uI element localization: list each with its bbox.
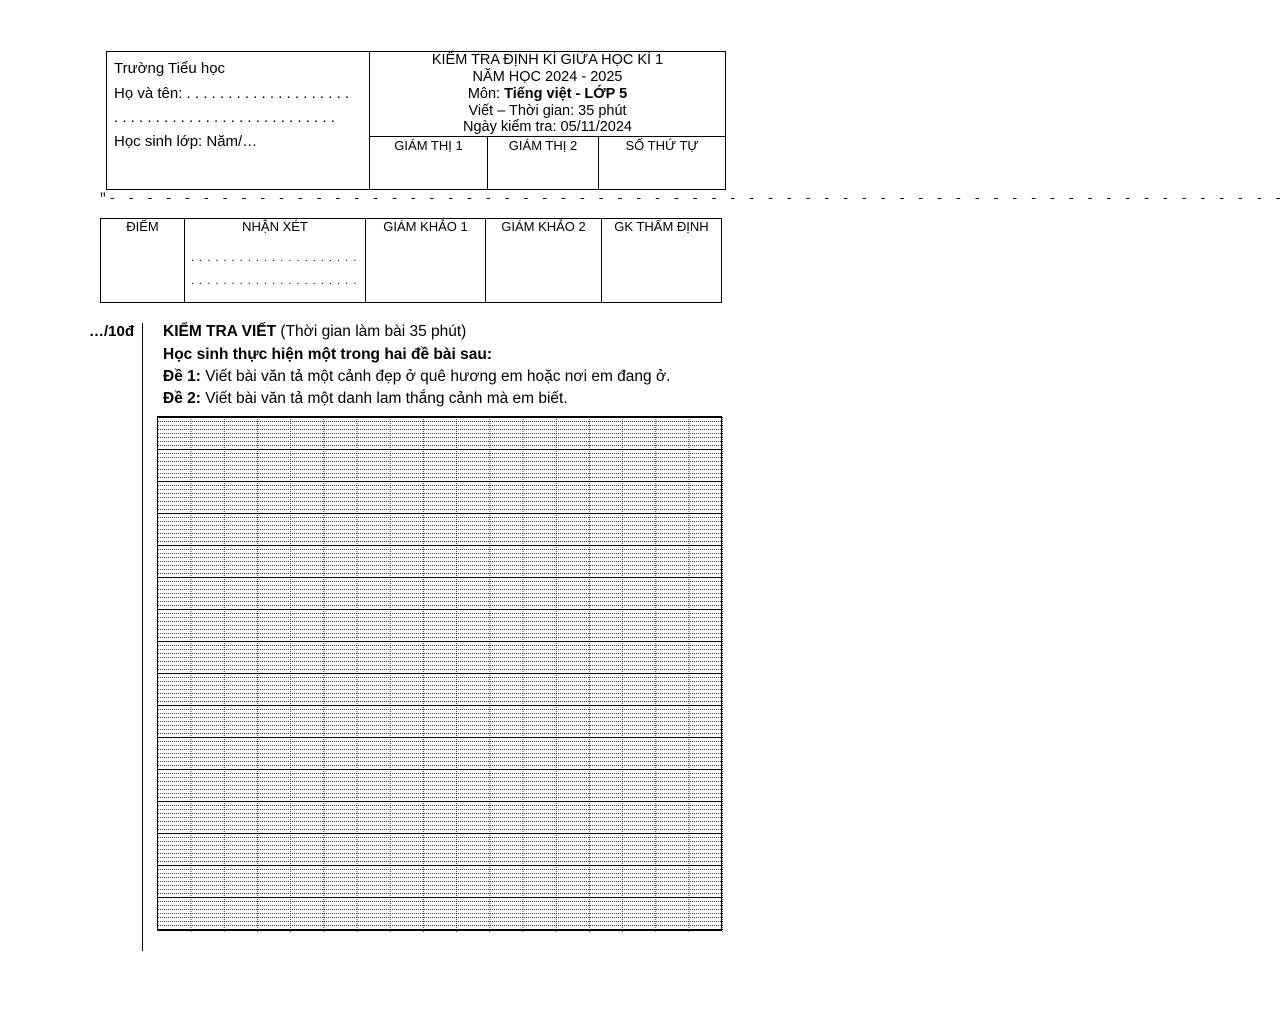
student-info-cell	[107, 52, 370, 189]
school-label: Trường Tiểu học	[114, 60, 226, 77]
writing-grid-lines	[158, 417, 723, 932]
examiner-2-header: GIÁM KHẢO 2	[501, 219, 586, 234]
topic-2-text: Viết bài văn tả một danh lam thắng cảnh mà em biết.	[200, 390, 568, 407]
examiner-1-header: GIÁM KHẢO 1	[383, 219, 468, 234]
subject-line	[370, 86, 725, 102]
comment-cell	[185, 219, 366, 302]
serial-number-cell: SỐ THỨ TỰ	[625, 138, 699, 153]
comment-header: NHẬN XÉT	[242, 219, 308, 234]
topic-1-label: Đề 1:	[163, 368, 201, 385]
topic-2	[163, 390, 568, 408]
cut-line: "- - - - - - - - - - - - - - - - - - - - - - - - - - - - - - - - - - - - - - - - - - - - - - - - - - - - - - - - - - - - - - -	[99, 191, 1284, 206]
exam-info-cell	[370, 52, 725, 189]
score-header: ĐIỂM	[126, 219, 159, 234]
proctor-1-cell: GIÁM THỊ 1	[370, 137, 488, 190]
section-heading	[163, 323, 466, 341]
topic-2-label: Đề 2:	[163, 390, 201, 407]
proctor-2-cell: GIÁM THỊ 2	[488, 137, 599, 190]
comment-dots-line[interactable]: . . . . . . . . . . . . . . . . . . . . .	[191, 252, 358, 264]
section-title: KIỂM TRA VIẾT	[163, 323, 277, 340]
examiner-2-cell	[486, 219, 602, 302]
topic-1	[163, 368, 670, 386]
writing-grid[interactable]	[157, 416, 722, 931]
comment-dots-line[interactable]: . . . . . . . . . . . . . . . . . . . . .	[191, 275, 358, 287]
examiner-1-cell	[366, 219, 486, 302]
instruction: Học sinh thực hiện một trong hai đề bài sau:	[163, 346, 492, 363]
school-year: NĂM HỌC 2024 - 2025	[472, 69, 623, 85]
topic-1-text: Viết bài văn tả một cảnh đẹp ở quê hương em hoặc nơi em đang ở.	[200, 368, 671, 385]
verifier-header: GK THẨM ĐỊNH	[614, 219, 709, 234]
score-table	[100, 218, 722, 303]
section-time-note: (Thời gian làm bài 35 phút)	[276, 323, 467, 340]
section-time: Viết – Thời gian: 35 phút	[468, 103, 627, 119]
exam-header-table	[106, 51, 726, 190]
subject-value: Tiếng việt - LỚP 5	[504, 86, 628, 102]
student-name-field[interactable]: Họ và tên: . . . . . . . . . . . . . . . . . . . .	[114, 85, 350, 102]
subject-prefix: Môn:	[467, 86, 505, 102]
verifier-cell	[602, 219, 721, 302]
margin-line	[142, 323, 143, 951]
score-cell	[101, 219, 185, 302]
exam-date: Ngày kiểm tra: 05/11/2024	[463, 119, 632, 135]
score-mark: …/10đ	[89, 323, 135, 340]
student-name-dots[interactable]: . . . . . . . . . . . . . . . . . . . . . . . . . . .	[114, 109, 335, 126]
signature-row	[370, 136, 725, 190]
exam-title: KIỂM TRA ĐỊNH KÌ GIỮA HỌC KÌ 1	[431, 52, 664, 68]
class-label[interactable]: Học sinh lớp: Năm/…	[114, 133, 258, 150]
